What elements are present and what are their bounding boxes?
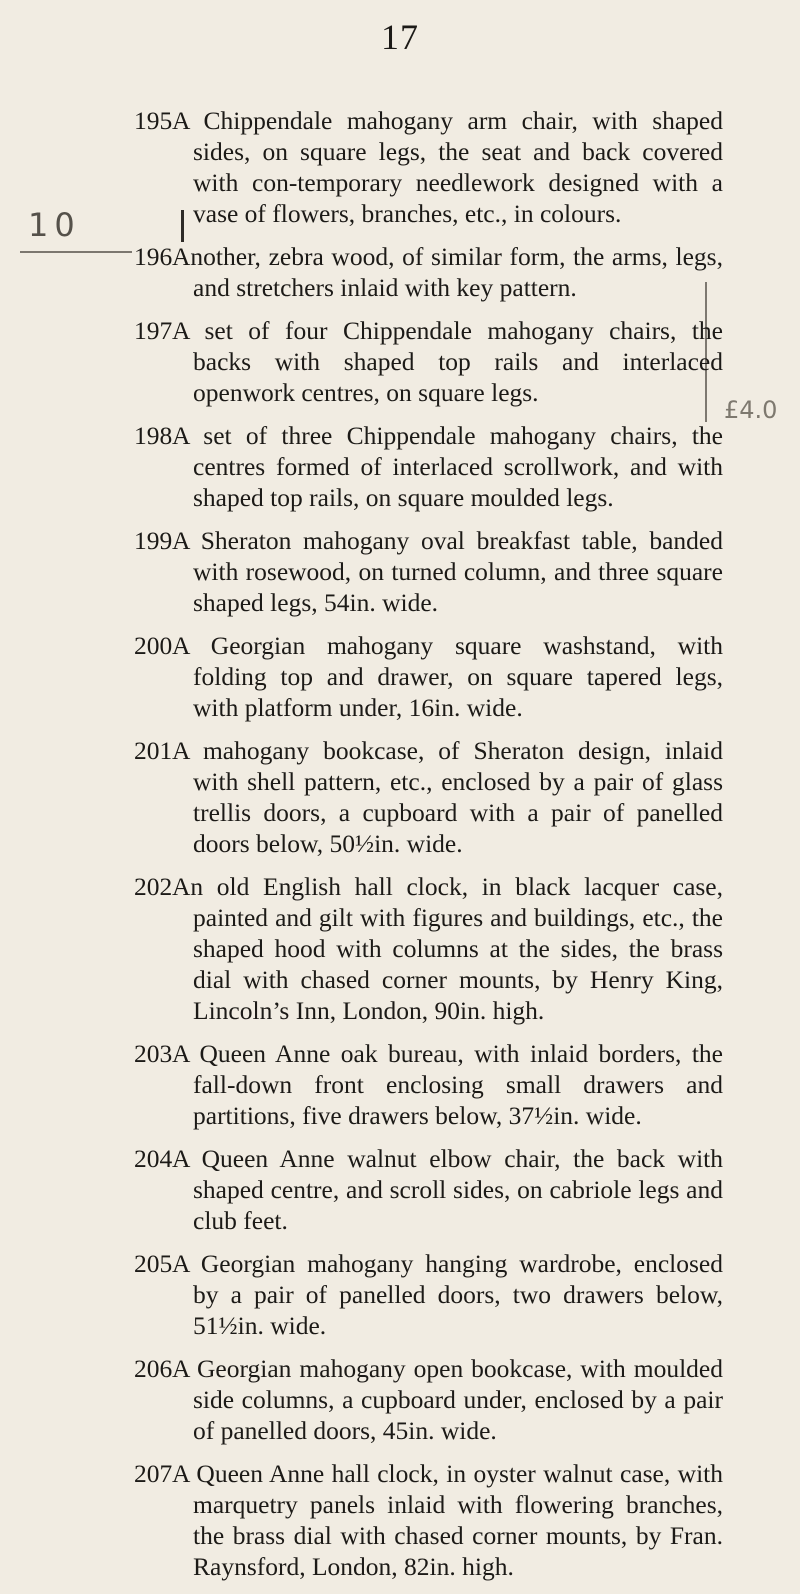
lot-number: 205	[134, 1249, 173, 1278]
lot-description: A Sheraton mahogany oval breakfast table, banded with rosewood, on turned column, and three square shaped legs, 54in. wide.	[172, 526, 723, 617]
lot-number: 196	[134, 242, 173, 271]
handwritten-margin-note: 10	[28, 206, 81, 244]
lot-description: A Georgian mahogany square washstand, with folding top and drawer, on square tapered legs, with platform under, 16in. wide.	[172, 631, 723, 722]
lot-number: 198	[134, 421, 173, 450]
lot-number: 200	[134, 631, 173, 660]
lot-number: 195	[134, 106, 173, 135]
lot-entry	[0, 1038, 723, 1131]
lot-entry	[0, 1458, 723, 1582]
lot-number: 207	[134, 1459, 173, 1488]
lot-description: Another, zebra wood, of similar form, the arms, legs, and stretchers inlaid with key pattern.	[172, 242, 723, 302]
lot-number: 201	[134, 736, 173, 765]
lot-entry	[0, 630, 723, 723]
lot-entry	[0, 1248, 723, 1341]
lot-description: A Queen Anne oak bureau, with inlaid borders, the fall-down front enclosing small drawers and partitions, five drawers below, 37½in. wide.	[172, 1039, 723, 1130]
lot-description: A set of four Chippendale mahogany chairs, the backs with shaped top rails and interlaced openwork centres, on square legs.	[172, 316, 723, 407]
lot-description: A Queen Anne hall clock, in oyster walnut case, with marquetry panels inlaid with flowering branches, the brass dial with chased corner mounts, by Fran. Raynsford, London, 82in. high.	[172, 1459, 723, 1581]
lot-list	[0, 105, 800, 1594]
lot-entry	[0, 1143, 723, 1236]
lot-description: A Queen Anne walnut elbow chair, the back with shaped centre, and scroll sides, on cabriole legs and club feet.	[172, 1144, 723, 1235]
lot-description: A Georgian mahogany hanging wardrobe, enclosed by a pair of panelled doors, two drawers below, 51½in. wide.	[172, 1249, 723, 1340]
lot-number: 203	[134, 1039, 173, 1068]
lot-entry	[0, 871, 723, 1026]
lot-description: An old English hall clock, in black lacquer case, painted and gilt with figures and buildings, etc., the shaped hood with columns at the sides, the brass dial with chased corner mounts, by Henry King, Lincoln’s Inn, London, 90in. high.	[172, 872, 723, 1025]
lot-entry	[0, 735, 723, 859]
lot-description: A Chippendale mahogany arm chair, with shaped sides, on square legs, the seat and back covered with con-temporary needlework designed with a vase of flowers, branches, etc., in colours.	[172, 106, 723, 228]
page-number: 17	[381, 17, 419, 57]
lot-number: 199	[134, 526, 173, 555]
handwritten-price-note: £4.0	[724, 396, 778, 424]
lot-entry	[0, 1353, 723, 1446]
lot-number: 206	[134, 1354, 173, 1383]
lot-description: A Georgian mahogany open bookcase, with moulded side columns, a cupboard under, enclosed by a pair of panelled doors, 45in. wide.	[172, 1354, 723, 1445]
lot-description: A mahogany bookcase, of Sheraton design, inlaid with shell pattern, etc., enclosed by a pair of glass trellis doors, a cupboard with a pair of panelled doors below, 50½in. wide.	[172, 736, 723, 858]
lot-entry	[0, 241, 723, 303]
lot-description: A set of three Chippendale mahogany chairs, the centres formed of interlaced scrollwork, and with shaped top rails, on square moulded legs.	[172, 421, 723, 512]
lot-entry	[0, 315, 723, 408]
lot-number: 204	[134, 1144, 173, 1173]
lot-number: 202	[134, 872, 173, 901]
lot-entry	[0, 525, 723, 618]
lot-number: 197	[134, 316, 173, 345]
lot-entry	[0, 105, 723, 229]
lot-entry	[0, 420, 723, 513]
